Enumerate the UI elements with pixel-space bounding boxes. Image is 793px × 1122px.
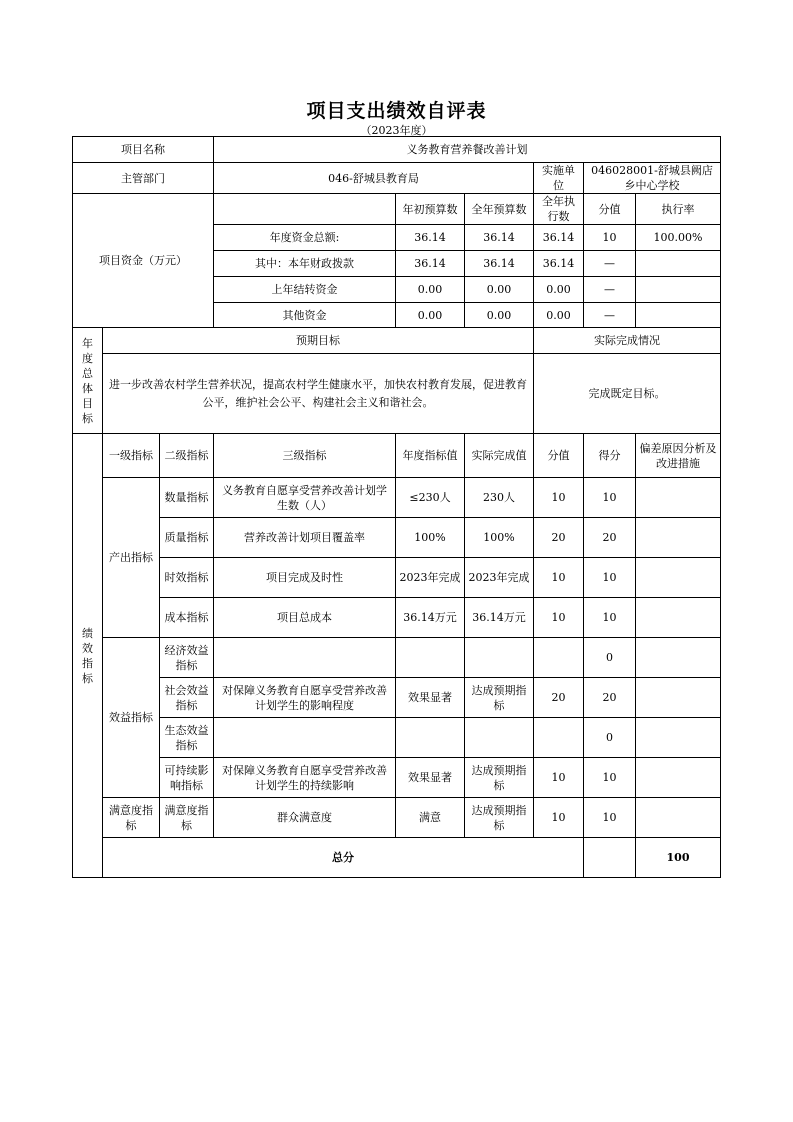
indicator-actual <box>465 638 534 678</box>
goals-header-row <box>73 328 721 354</box>
indicator-target: 100% <box>396 518 465 558</box>
indicator-level3: 对保障义务教育自愿享受营养改善计划学生的持续影响 <box>214 758 396 798</box>
funds-score-value: — <box>584 277 636 303</box>
page-title: 项目支出绩效自评表 <box>306 100 487 122</box>
dept-label: 主管部门 <box>73 163 214 194</box>
indicator-score: 0 <box>584 638 636 678</box>
indicator-actual: 达成预期指标 <box>465 678 534 718</box>
goals-content-row <box>73 354 721 434</box>
funds-row-label: 年度资金总额: <box>214 225 396 251</box>
indicator-level2: 生态效益指标 <box>160 718 214 758</box>
indicator-level2: 成本指标 <box>160 598 214 638</box>
indicator-remark <box>636 798 721 838</box>
indicator-level2: 数量指标 <box>160 478 214 518</box>
indicator-level2: 可持续影响指标 <box>160 758 214 798</box>
indicator-level2: 满意度指标 <box>160 798 214 838</box>
goals-expected-text: 进一步改善农村学生营养状况，提高农村学生健康水平，加快农村教育发展，促进教育公平，维护社会公平、构建社会主义和谐社会。 <box>103 354 534 434</box>
indicator-row-sustainable <box>73 758 721 798</box>
indicator-level3 <box>214 718 396 758</box>
indicator-remark <box>636 758 721 798</box>
indicator-row-quantity <box>73 478 721 518</box>
indicator-actual <box>465 718 534 758</box>
indicator-remark <box>636 478 721 518</box>
indicator-header-row <box>73 434 721 478</box>
indicator-target: 36.14万元 <box>396 598 465 638</box>
indicator-level2: 社会效益指标 <box>160 678 214 718</box>
indicator-score: 20 <box>584 518 636 558</box>
funds-header-initial: 年初预算数 <box>396 194 465 225</box>
satisfaction-level1: 满意度指标 <box>103 798 160 838</box>
indicator-actual: 达成预期指标 <box>465 798 534 838</box>
indicator-header-remark: 偏差原因分析及改进措施 <box>636 434 721 478</box>
indicator-level3: 项目总成本 <box>214 598 396 638</box>
indicator-score-value: 10 <box>534 558 584 598</box>
funds-rate: 100.00% <box>636 225 721 251</box>
indicator-level3: 对保障义务教育自愿享受营养改善计划学生的影响程度 <box>214 678 396 718</box>
funds-initial: 0.00 <box>396 303 465 328</box>
indicator-score-value: 10 <box>534 598 584 638</box>
funds-executed: 0.00 <box>534 277 584 303</box>
funds-header-rate: 执行率 <box>636 194 721 225</box>
indicator-row-ecological <box>73 718 721 758</box>
indicator-score: 10 <box>584 478 636 518</box>
indicator-score: 10 <box>584 598 636 638</box>
indicator-row-economic <box>73 638 721 678</box>
indicator-header-target: 年度指标值 <box>396 434 465 478</box>
indicator-level2: 时效指标 <box>160 558 214 598</box>
indicator-header-score-value: 分值 <box>534 434 584 478</box>
indicator-row-cost <box>73 598 721 638</box>
impl-value: 046028001-舒城县阙店乡中心学校 <box>584 163 721 194</box>
funds-row-label: 其他资金 <box>214 303 396 328</box>
funds-row-label: 上年结转资金 <box>214 277 396 303</box>
indicator-header-level2: 二级指标 <box>160 434 214 478</box>
dept-value: 046-舒城县教育局 <box>214 163 534 194</box>
indicators-label: 绩效指标 <box>73 434 103 878</box>
indicator-actual: 达成预期指标 <box>465 758 534 798</box>
indicator-row-timeliness <box>73 558 721 598</box>
evaluation-table <box>72 136 721 878</box>
funds-row-label: 其中：本年财政拨款 <box>214 251 396 277</box>
funds-label: 项目资金（万元） <box>73 194 214 328</box>
indicator-score: 10 <box>584 758 636 798</box>
row-department <box>73 163 721 194</box>
total-label: 总分 <box>103 838 584 878</box>
funds-header-row <box>73 194 721 225</box>
indicator-score-value <box>534 638 584 678</box>
indicator-actual: 230人 <box>465 478 534 518</box>
indicator-target: 效果显著 <box>396 758 465 798</box>
indicator-target <box>396 718 465 758</box>
funds-rate <box>636 303 721 328</box>
page-subtitle-year: （2023年度） <box>360 124 433 137</box>
indicator-score: 10 <box>584 558 636 598</box>
indicator-remark <box>636 718 721 758</box>
indicator-header-level3: 三级指标 <box>214 434 396 478</box>
indicator-remark <box>636 638 721 678</box>
indicator-header-score: 得分 <box>584 434 636 478</box>
indicator-score-value <box>534 718 584 758</box>
funds-executed: 36.14 <box>534 251 584 277</box>
funds-annual: 36.14 <box>465 225 534 251</box>
indicator-actual: 2023年完成 <box>465 558 534 598</box>
indicator-level3 <box>214 638 396 678</box>
total-row <box>73 838 721 878</box>
indicator-score-value: 10 <box>534 758 584 798</box>
goals-actual-label: 实际完成情况 <box>534 328 721 354</box>
funds-initial: 36.14 <box>396 251 465 277</box>
indicator-score-value: 20 <box>534 678 584 718</box>
goals-expected-label: 预期目标 <box>103 328 534 354</box>
funds-rate <box>636 277 721 303</box>
indicator-remark <box>636 558 721 598</box>
indicator-score: 0 <box>584 718 636 758</box>
indicator-level2: 质量指标 <box>160 518 214 558</box>
indicator-remark <box>636 598 721 638</box>
indicator-remark <box>636 678 721 718</box>
funds-score-value: — <box>584 251 636 277</box>
total-blank <box>584 838 636 878</box>
indicator-score: 10 <box>584 798 636 838</box>
goals-label: 年度总体目标 <box>73 328 103 434</box>
funds-header-executed: 全年执行数 <box>534 194 584 225</box>
indicator-level3: 项目完成及时性 <box>214 558 396 598</box>
indicator-actual: 36.14万元 <box>465 598 534 638</box>
impl-label: 实施单位 <box>534 163 584 194</box>
indicator-header-level1: 一级指标 <box>103 434 160 478</box>
funds-executed: 36.14 <box>534 225 584 251</box>
funds-annual: 0.00 <box>465 303 534 328</box>
indicator-target: 效果显著 <box>396 678 465 718</box>
indicator-row-satisfaction <box>73 798 721 838</box>
indicator-score-value: 10 <box>534 478 584 518</box>
benefit-level1: 效益指标 <box>103 638 160 798</box>
output-level1: 产出指标 <box>103 478 160 638</box>
indicator-actual: 100% <box>465 518 534 558</box>
funds-executed: 0.00 <box>534 303 584 328</box>
indicator-target: 满意 <box>396 798 465 838</box>
funds-annual: 36.14 <box>465 251 534 277</box>
funds-header-annual: 全年预算数 <box>465 194 534 225</box>
funds-header-blank <box>214 194 396 225</box>
indicator-target <box>396 638 465 678</box>
indicator-level3: 群众满意度 <box>214 798 396 838</box>
indicator-row-quality <box>73 518 721 558</box>
indicator-level3: 义务教育自愿享受营养改善计划学生数（人） <box>214 478 396 518</box>
indicator-score-value: 20 <box>534 518 584 558</box>
project-name-value: 义务教育营养餐改善计划 <box>214 137 721 163</box>
indicator-target: 2023年完成 <box>396 558 465 598</box>
funds-score-value: 10 <box>584 225 636 251</box>
indicator-score-value: 10 <box>534 798 584 838</box>
indicator-level3: 营养改善计划项目覆盖率 <box>214 518 396 558</box>
project-name-label: 项目名称 <box>73 137 214 163</box>
indicator-header-actual: 实际完成值 <box>465 434 534 478</box>
funds-score-value: — <box>584 303 636 328</box>
goals-actual-text: 完成既定目标。 <box>534 354 721 434</box>
indicator-row-social <box>73 678 721 718</box>
row-project-name <box>73 137 721 163</box>
funds-initial: 36.14 <box>396 225 465 251</box>
indicator-score: 20 <box>584 678 636 718</box>
indicator-remark <box>636 518 721 558</box>
funds-annual: 0.00 <box>465 277 534 303</box>
funds-initial: 0.00 <box>396 277 465 303</box>
indicator-level2: 经济效益指标 <box>160 638 214 678</box>
funds-header-score-value: 分值 <box>584 194 636 225</box>
indicator-target: ≤230人 <box>396 478 465 518</box>
funds-rate <box>636 251 721 277</box>
total-score-value: 100 <box>636 838 721 878</box>
